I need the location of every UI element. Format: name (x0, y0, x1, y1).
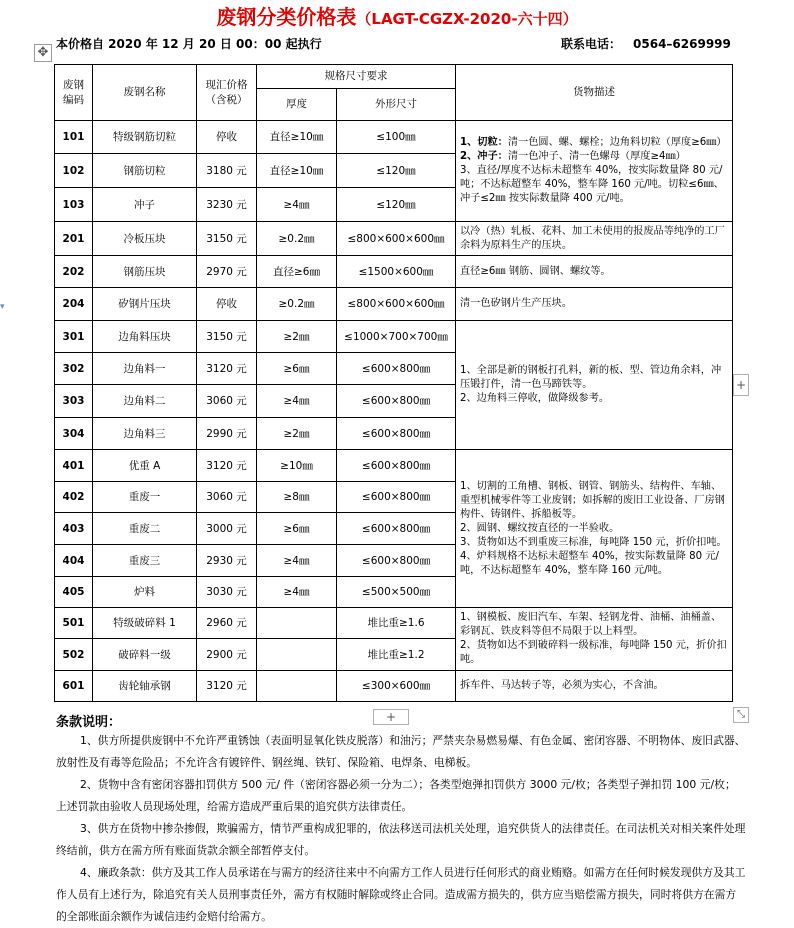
row-size: ≤500×500㎜ (337, 577, 456, 608)
row-thickness: 直径≥10㎜ (257, 154, 337, 188)
desc-text: 1、全部是新的钢板打孔料，新的板、型、管边角余料，冲压锻打件，清一色马蹄铁等。 (460, 365, 722, 390)
row-thickness: ≥4㎜ (257, 545, 337, 577)
row-code: 303 (55, 385, 93, 418)
col-code-header: 废钢编码 (55, 65, 93, 121)
row-code: 302 (55, 353, 93, 385)
row-size: ≤600×800㎜ (337, 353, 456, 385)
desc-text: 2、圆钢、螺纹按直径的一半验收。 (460, 522, 620, 534)
table-row (55, 256, 733, 288)
row-code: 404 (55, 545, 93, 577)
row-name: 重废二 (93, 513, 197, 545)
desc-601: 拆车件、马达转子等，必须为实心，不含油。 (456, 671, 733, 702)
row-price: 2900 元 (197, 639, 257, 671)
row-price: 3060 元 (197, 385, 257, 418)
desc-201: 以冷（热）轧板、花料、加工未使用的报废品等纯净的工厂余料为原料生产的压块。 (456, 222, 733, 256)
table-move-handle[interactable]: ✥ (34, 44, 52, 62)
row-thickness: ≥6㎜ (257, 513, 337, 545)
row-code: 502 (55, 639, 93, 671)
row-price: 3150 元 (197, 222, 257, 256)
row-price: 2960 元 (197, 608, 257, 639)
row-size: ≤120㎜ (337, 188, 456, 222)
col-price-header: 现汇价格（含税） (197, 65, 257, 121)
row-size: ≤600×800㎜ (337, 482, 456, 513)
row-code: 405 (55, 577, 93, 608)
row-size: ≤1500×600㎜ (337, 256, 456, 288)
row-code: 501 (55, 608, 93, 639)
row-thickness: ≥8㎜ (257, 482, 337, 513)
row-code: 402 (55, 482, 93, 513)
desc-text: 3、直径/厚度不达标未超整车 40%，按实际数量降 80 元/吨；不达标超整车 40%，整车降 160 元/吨。切粒≤6㎜、冲子≤2㎜ 按实际数量降 400 元/吨。 (460, 165, 724, 204)
row-code: 201 (55, 222, 93, 256)
desc-202: 直径≥6㎜ 钢筋、圆钢、螺纹等。 (456, 256, 733, 288)
row-name: 齿轮轴承钢 (93, 671, 197, 702)
table-row (55, 608, 733, 639)
row-thickness: ≥2㎜ (257, 418, 337, 450)
row-code: 401 (55, 450, 93, 482)
row-thickness: ≥0.2㎜ (257, 222, 337, 256)
page-title (0, 5, 794, 31)
row-name: 钢筋压块 (93, 256, 197, 288)
row-name: 重废三 (93, 545, 197, 577)
row-name: 矽钢片压块 (93, 288, 197, 321)
row-price: 2930 元 (197, 545, 257, 577)
col-thickness-header: 厚度 (257, 89, 337, 121)
row-code: 102 (55, 154, 93, 188)
row-thickness: ≥2㎜ (257, 321, 337, 353)
add-column-icon[interactable]: + (733, 374, 749, 396)
row-thickness: 直径≥10㎜ (257, 121, 337, 154)
col-name-header: 废钢名称 (93, 65, 197, 121)
row-code: 301 (55, 321, 93, 353)
table-row (55, 450, 733, 482)
row-thickness: ≥4㎜ (257, 188, 337, 222)
row-thickness: ≥6㎜ (257, 353, 337, 385)
terms-item: 2、货物中含有密闭容器扣罚供方 500 元/ 件（密闭容器必须一分为二）；各类型炮弹扣罚供方 3000 元/枚；各类型子弹扣罚 100 元/枚；上述罚款由验收人员现场处理，给需方造成严重后果的追究供方法律责任。 (56, 778, 736, 813)
row-code: 601 (55, 671, 93, 702)
row-thickness: ≥4㎜ (257, 577, 337, 608)
desc-label: 1、切粒： (460, 137, 508, 148)
row-name: 冷板压块 (93, 222, 197, 256)
desc-group-5 (456, 608, 733, 671)
row-thickness (257, 639, 337, 671)
contact-info (561, 36, 731, 52)
row-name: 边角料三 (93, 418, 197, 450)
row-thickness: ≥4㎜ (257, 385, 337, 418)
row-name: 边角料一 (93, 353, 197, 385)
row-size: ≤600×800㎜ (337, 418, 456, 450)
row-price: 3060 元 (197, 482, 257, 513)
margin-marker-icon: ▾ (0, 302, 5, 312)
row-name: 优重 A (93, 450, 197, 482)
row-price: 2970 元 (197, 256, 257, 288)
title-code: （LAGT-CGZX-2020-六十四） (356, 10, 578, 28)
row-size: ≤800×600×600㎜ (337, 222, 456, 256)
row-thickness: ≥0.2㎜ (257, 288, 337, 321)
col-spec-header: 规格尺寸要求 (257, 65, 456, 89)
row-price: 3120 元 (197, 353, 257, 385)
row-name: 边角料压块 (93, 321, 197, 353)
terms-item: 1、供方所提供废钢中不允许严重锈蚀（表面明显氧化铁皮脱落）和油污；严禁夹杂易燃易爆、有色金属、密闭容器、不明物体、废旧武器、放射性及有毒等危险品；不允许含有镀锌件、钢丝绳、铁钉、保险箱、电焊条、电梯板。 (56, 734, 746, 769)
title-main: 废钢分类价格表 (216, 5, 357, 29)
table-row (55, 288, 733, 321)
row-code: 204 (55, 288, 93, 321)
row-name: 边角料二 (93, 385, 197, 418)
row-thickness (257, 671, 337, 702)
desc-group-4 (456, 450, 733, 608)
table-header-row (55, 65, 733, 89)
add-row-icon[interactable]: + (373, 709, 409, 725)
row-code: 202 (55, 256, 93, 288)
row-price: 3120 元 (197, 671, 257, 702)
desc-text: 2、边角料三停收，做降级参考。 (460, 393, 610, 404)
row-name: 冲子 (93, 188, 197, 222)
row-price: 3150 元 (197, 321, 257, 353)
desc-group-1 (456, 121, 733, 222)
row-thickness: 直径≥6㎜ (257, 256, 337, 288)
row-price: 停收 (197, 288, 257, 321)
col-size-header: 外形尺寸 (337, 89, 456, 121)
row-size: ≤800×600×600㎜ (337, 288, 456, 321)
row-code: 101 (55, 121, 93, 154)
row-code: 103 (55, 188, 93, 222)
terms-item: 4、廉政条款：供方及其工作人员承诺在与需方的经济往来中不向需方工作人员进行任何形式的商业贿赂。如需方在任何时候发现供方及其工作人员有上述行为，除追究有关人员刑事责任外，需方有权随时解除或终止合同。造成需方损失的，供方应当赔偿需方损失，同时将供方在需方的全部账面余额作为诚信违约金赔付给需方。 (56, 866, 746, 923)
row-price: 3030 元 (197, 577, 257, 608)
table-row (55, 671, 733, 702)
desc-text: 1、切割的工角槽、钢板、钢管、钢筋头、结构件、车轴、重型机械零件等工业废钢；如拆解的废旧工业设备、厂房钢构件、铸钢件、拆船板等。 (460, 480, 725, 520)
row-price: 3120 元 (197, 450, 257, 482)
desc-text: 1、钢模板、废旧汽车、车架、轻钢龙骨、油桶、油桶盖、彩钢瓦、铁皮料等但不局限于以上料型。 (460, 612, 722, 637)
desc-text: 4、炉料规格不达标未超整车 40%，按实际数量降 80 元/吨，不达标超整车 40%，整车降 160 元/吨。 (460, 550, 719, 576)
row-size: 堆比重≥1.2 (337, 639, 456, 671)
row-size: ≤300×600㎜ (337, 671, 456, 702)
desc-group-3 (456, 321, 733, 450)
row-name: 特级钢筋切粒 (93, 121, 197, 154)
row-price: 3000 元 (197, 513, 257, 545)
price-table (54, 64, 733, 702)
row-name: 破碎料一级 (93, 639, 197, 671)
table-row (55, 121, 733, 154)
desc-label: 2、冲子： (460, 151, 508, 162)
row-thickness: ≥10㎜ (257, 450, 337, 482)
row-thickness (257, 608, 337, 639)
row-price: 2990 元 (197, 418, 257, 450)
table-row (55, 222, 733, 256)
desc-text: 2、货物如达不到破碎料一级标准，每吨降 150 元，折价扣吨。 (460, 640, 727, 665)
contact-phone: 0564–6269999 (633, 37, 731, 51)
row-name: 炉料 (93, 577, 197, 608)
row-size: ≤600×800㎜ (337, 545, 456, 577)
row-code: 403 (55, 513, 93, 545)
desc-text: 清一色冲子、清一色螺母（厚度≥4㎜） (507, 151, 686, 162)
row-code: 304 (55, 418, 93, 450)
row-name: 钢筋切粒 (93, 154, 197, 188)
effective-date: 本价格自 2020 年 12 月 20 日 00：00 起执行 (56, 37, 322, 51)
terms-item: 3、供方在货物中掺杂掺假，欺骗需方，情节严重构成犯罪的，依法移送司法机关处理，追究供货人的法律责任。在司法机关对相关案件处理终结前，供方在需方所有账面货款余额全部暂停支付。 (56, 822, 746, 857)
table-row (55, 321, 733, 353)
col-desc-header: 货物描述 (456, 65, 733, 121)
contact-label: 联系电话： (561, 37, 622, 51)
table-resize-icon[interactable]: ⤡ (733, 707, 749, 723)
row-size: ≤600×800㎜ (337, 450, 456, 482)
desc-204: 清一色矽钢片生产压块。 (456, 288, 733, 321)
desc-text: 3、货物如达不到重废三标准，每吨降 150 元，折价扣吨。 (460, 536, 727, 548)
row-price: 3230 元 (197, 188, 257, 222)
row-size: ≤600×800㎜ (337, 513, 456, 545)
row-name: 特级破碎料 1 (93, 608, 197, 639)
row-price: 停收 (197, 121, 257, 154)
row-size: ≤600×800㎜ (337, 385, 456, 418)
row-size: 堆比重≥1.6 (337, 608, 456, 639)
desc-text: 清一色圆、螺、螺栓；边角料切粒（厚度≥6㎜） (507, 137, 727, 148)
row-price: 3180 元 (197, 154, 257, 188)
terms-title: 条款说明： (56, 715, 122, 730)
row-name: 重废一 (93, 482, 197, 513)
terms-body (56, 730, 746, 928)
row-size: ≤1000×700×700㎜ (337, 321, 456, 353)
row-size: ≤100㎜ (337, 121, 456, 154)
row-size: ≤120㎜ (337, 154, 456, 188)
